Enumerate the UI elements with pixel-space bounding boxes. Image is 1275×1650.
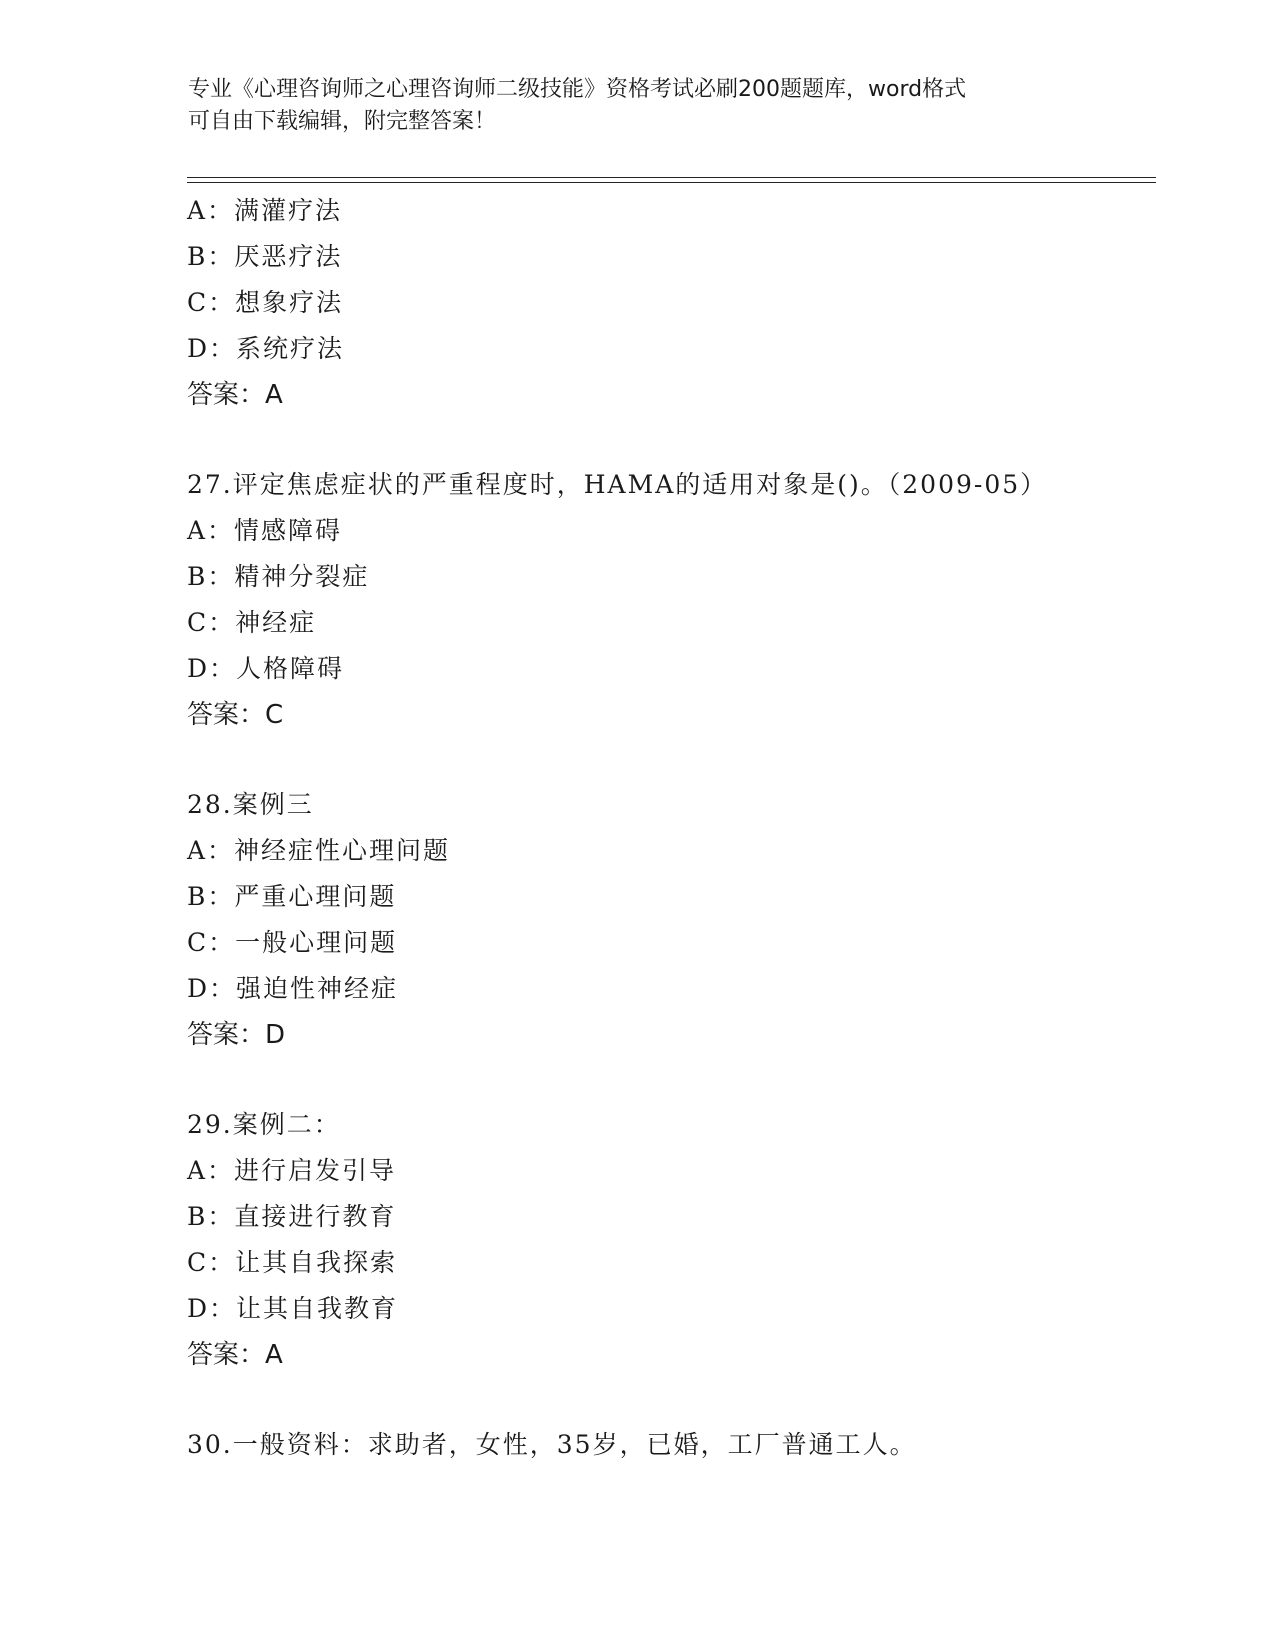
- option-d: D：强迫性神经症: [187, 974, 399, 1003]
- option-a: A：进行启发引导: [187, 1156, 397, 1185]
- option-b: B：精神分裂症: [187, 562, 370, 591]
- answer-line: 答案：A: [187, 380, 283, 410]
- option-c: C：想象疗法: [187, 288, 344, 317]
- spacer: [187, 418, 1147, 462]
- header-rule-bottom: [187, 182, 1156, 183]
- answer-line: 答案：C: [187, 700, 284, 730]
- option-b: B：严重心理问题: [187, 882, 397, 911]
- option-c: C：一般心理问题: [187, 928, 398, 957]
- question-text: 28.案例三: [187, 790, 314, 819]
- header-line-1: 专业《心理咨询师之心理咨询师二级技能》资格考试必刷200题题库，word格式: [188, 77, 967, 102]
- answer-line: 答案：D: [187, 1020, 286, 1050]
- answer-line: 答案：A: [187, 1340, 283, 1370]
- question-block-26: [187, 188, 1147, 418]
- option-a: A：满灌疗法: [187, 196, 343, 225]
- spacer: [187, 738, 1147, 782]
- question-text: 29.案例二：: [187, 1110, 341, 1139]
- option-d: D：人格障碍: [187, 654, 345, 683]
- header-line-2: 可自由下载编辑，附完整答案！: [188, 109, 497, 134]
- spacer: [187, 1058, 1147, 1102]
- option-c: C：神经症: [187, 608, 317, 637]
- question-block-30: [187, 1422, 1147, 1468]
- question-text: 30.一般资料：求助者，女性，35岁，已婚，工厂普通工人。: [187, 1430, 917, 1459]
- option-a: A：情感障碍: [187, 516, 343, 545]
- question-text: 27.评定焦虑症状的严重程度时，HAMA的适用对象是()。（2009-05）: [187, 470, 1048, 499]
- question-block-28: [187, 782, 1147, 1058]
- option-d: D：系统疗法: [187, 334, 345, 363]
- option-b: B：厌恶疗法: [187, 242, 343, 271]
- option-b: B：直接进行教育: [187, 1202, 397, 1231]
- spacer: [187, 1378, 1147, 1422]
- option-d: D：让其自我教育: [187, 1294, 399, 1323]
- question-list: [187, 188, 1147, 1468]
- option-c: C：让其自我探索: [187, 1248, 398, 1277]
- document-header: [188, 74, 1088, 138]
- option-a: A：神经症性心理问题: [187, 836, 451, 865]
- question-block-27: [187, 462, 1147, 738]
- question-block-29: [187, 1102, 1147, 1378]
- header-rule-top: [187, 177, 1156, 178]
